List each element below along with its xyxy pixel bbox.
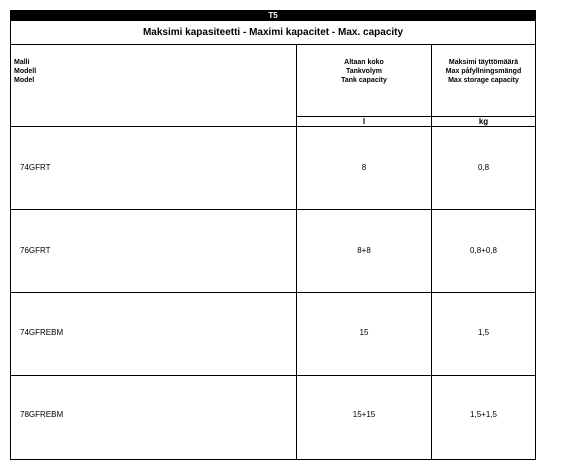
header-storage-sv: Max påfyllningsmängd [445, 68, 522, 75]
header-bottom-line [11, 126, 535, 127]
row-1-model: 74GFRT [20, 163, 51, 172]
table-code: T5 [11, 11, 535, 21]
row-divider-2 [11, 292, 535, 293]
row-divider-1 [11, 209, 535, 210]
header-model-fi: Malli [14, 59, 30, 66]
header-storage [432, 58, 535, 85]
row-3-tank: 15 [359, 328, 369, 337]
header-storage-en: Max storage capacity [448, 77, 519, 84]
table-title: Maksimi kapasiteetti - Maximi kapacitet - Max. capacity [11, 21, 535, 45]
row-divider-3 [11, 375, 535, 376]
row-1-tank: 8 [361, 163, 367, 172]
header-model-en: Model [14, 77, 35, 84]
capacity-table [10, 10, 536, 460]
row-4-storage: 1,5+1,5 [470, 410, 497, 419]
header-storage-fi: Maksimi täyttömäärä [448, 59, 519, 66]
row-2-tank: 8+8 [357, 246, 371, 255]
row-4-tank: 15+15 [352, 410, 376, 419]
unit-storage: kg [478, 117, 489, 126]
row-3-storage: 1,5 [477, 328, 490, 337]
row-1-storage: 0,8 [477, 163, 490, 172]
header-model [14, 58, 284, 85]
header-tank-en: Tank capacity [341, 77, 387, 84]
row-2-storage: 0,8+0,8 [470, 246, 497, 255]
header-tank-fi: Altaan koko [344, 59, 384, 66]
header-tank [297, 58, 431, 85]
row-3-model: 74GFREBM [20, 328, 64, 337]
row-2-model: 76GFRT [20, 246, 51, 255]
row-4-model: 78GFREBM [20, 410, 64, 419]
header-tank-sv: Tankvolym [345, 68, 383, 75]
header-model-sv: Modell [14, 68, 37, 75]
unit-tank: l [362, 117, 366, 126]
